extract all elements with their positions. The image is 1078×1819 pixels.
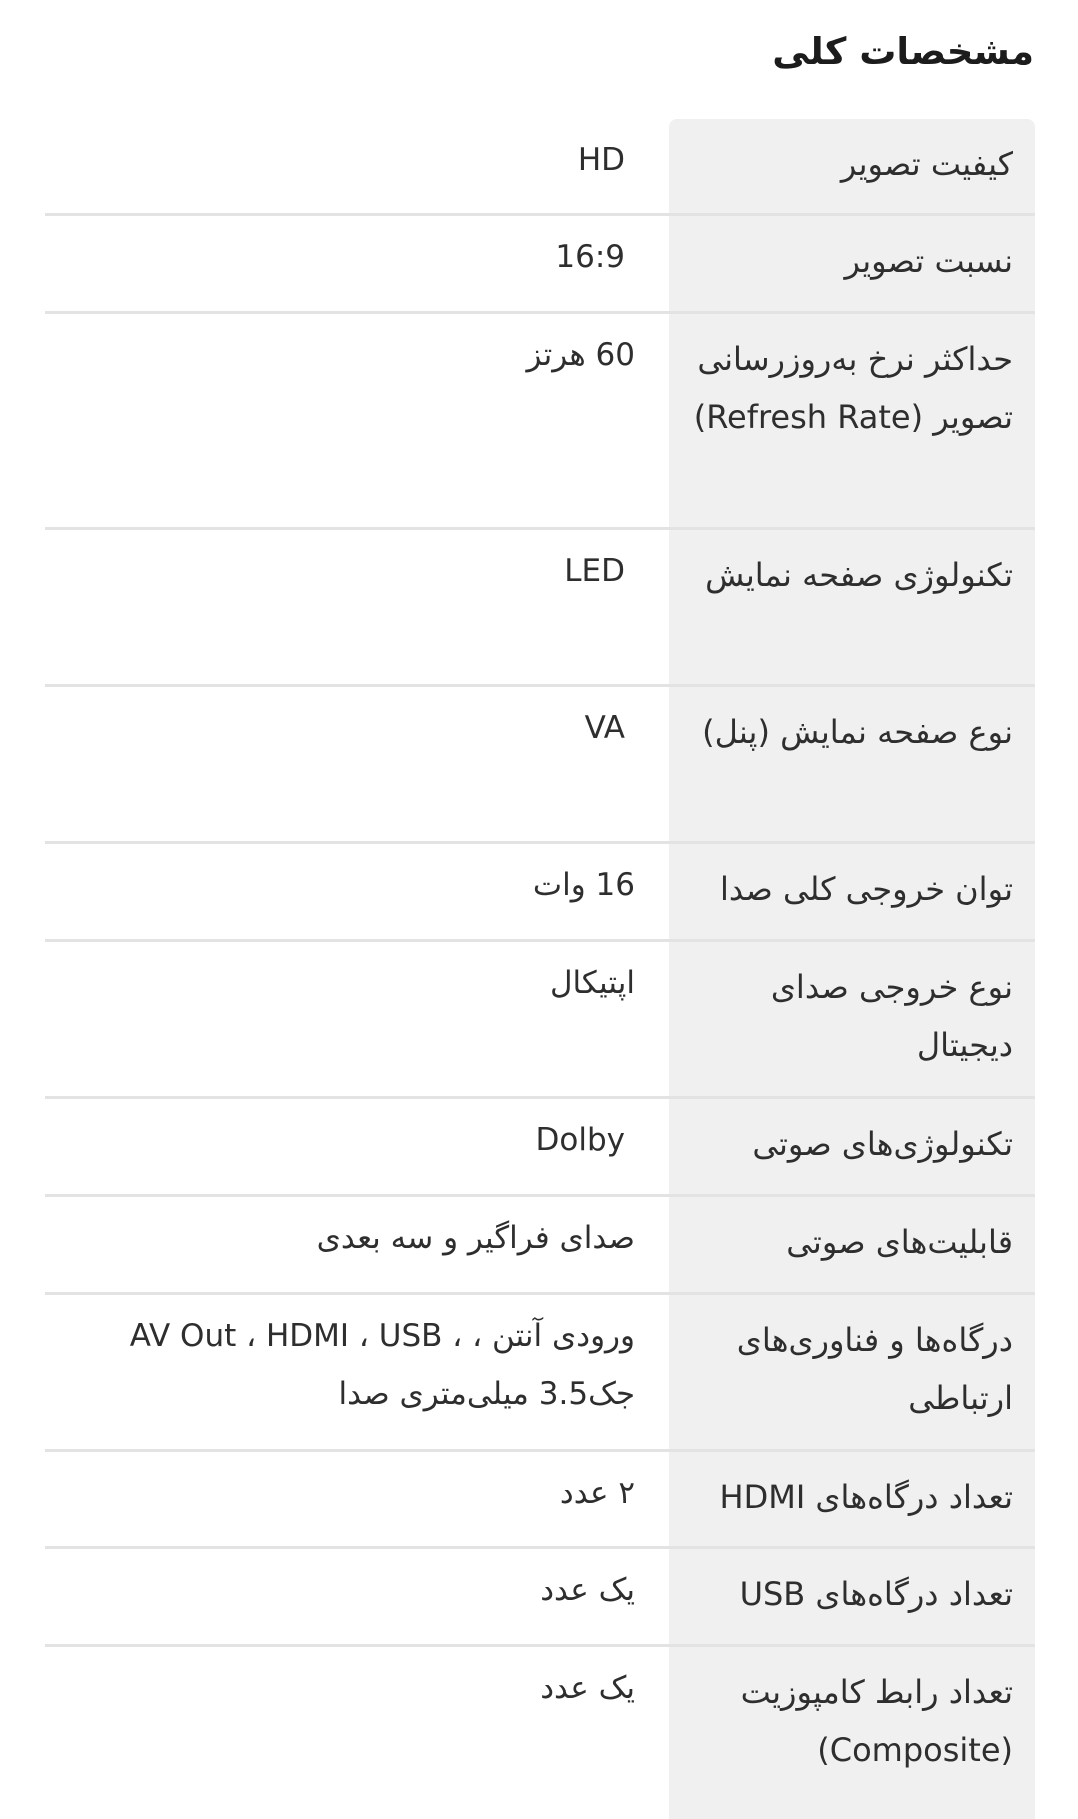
spec-row-audio-technologies [45, 1099, 1035, 1197]
spec-value: HD [577, 142, 625, 178]
spec-label: کیفیت تصویر [840, 145, 1013, 183]
spec-row-panel-type [45, 687, 1035, 844]
spec-label: نسبت تصویر [844, 242, 1013, 280]
spec-value: ۲ عدد [559, 1475, 635, 1511]
spec-row-refresh-rate [45, 314, 1035, 530]
spec-row-picture-quality [45, 119, 1035, 216]
spec-value: VA [584, 710, 625, 746]
spec-row-ports-connectivity [45, 1295, 1035, 1452]
spec-label: نوع خروجی صدای دیجیتال [770, 968, 1013, 1064]
spec-label: تکنولوژی‌های صوتی [752, 1125, 1013, 1163]
spec-label: تعداد رابط کامپوزیت (Composite) [740, 1673, 1013, 1769]
spec-label: درگاه‌ها و فناوری‌های ارتباطی [736, 1321, 1013, 1417]
spec-label: توان خروجی کلی صدا [719, 870, 1013, 908]
spec-label: تکنولوژی صفحه نمایش [705, 556, 1013, 594]
spec-value: Dolby [535, 1122, 625, 1158]
spec-row-digital-audio-output [45, 942, 1035, 1099]
spec-row-audio-features [45, 1197, 1035, 1295]
spec-value: 16 وات [532, 867, 635, 903]
spec-row-audio-output-power [45, 844, 1035, 942]
spec-row-hdmi-count [45, 1452, 1035, 1549]
spec-label: حداکثر نرخ به‌روزرسانی تصویر (Refresh Rate) [693, 340, 1013, 436]
spec-label: نوع صفحه نمایش (پنل) [702, 713, 1013, 751]
spec-value: 16:9 [555, 239, 625, 275]
spec-value: ورودی آنتن ، ، AV Out ، HDMI ، USB جک3.5 میلی‌متری صدا [129, 1318, 635, 1412]
spec-table [45, 119, 1035, 1805]
spec-label: تعداد درگاه‌های USB [739, 1575, 1013, 1613]
spec-value: اپتیکال [549, 965, 635, 1001]
spec-value: یک عدد [540, 1572, 635, 1608]
spec-row-display-technology [45, 530, 1035, 687]
spec-value: یک عدد [540, 1670, 635, 1706]
spec-row-aspect-ratio [45, 216, 1035, 314]
spec-value: LED [564, 553, 625, 589]
spec-value: صدای فراگیر و سه بعدی [316, 1220, 635, 1256]
section-title: مشخصات کلی [772, 30, 1034, 73]
spec-label: قابلیت‌های صوتی [786, 1223, 1013, 1261]
spec-row-composite-count [45, 1647, 1035, 1805]
spec-row-usb-count [45, 1549, 1035, 1647]
spec-value: 60 هرتز [526, 337, 635, 373]
spec-label: تعداد درگاه‌های HDMI [719, 1478, 1013, 1516]
